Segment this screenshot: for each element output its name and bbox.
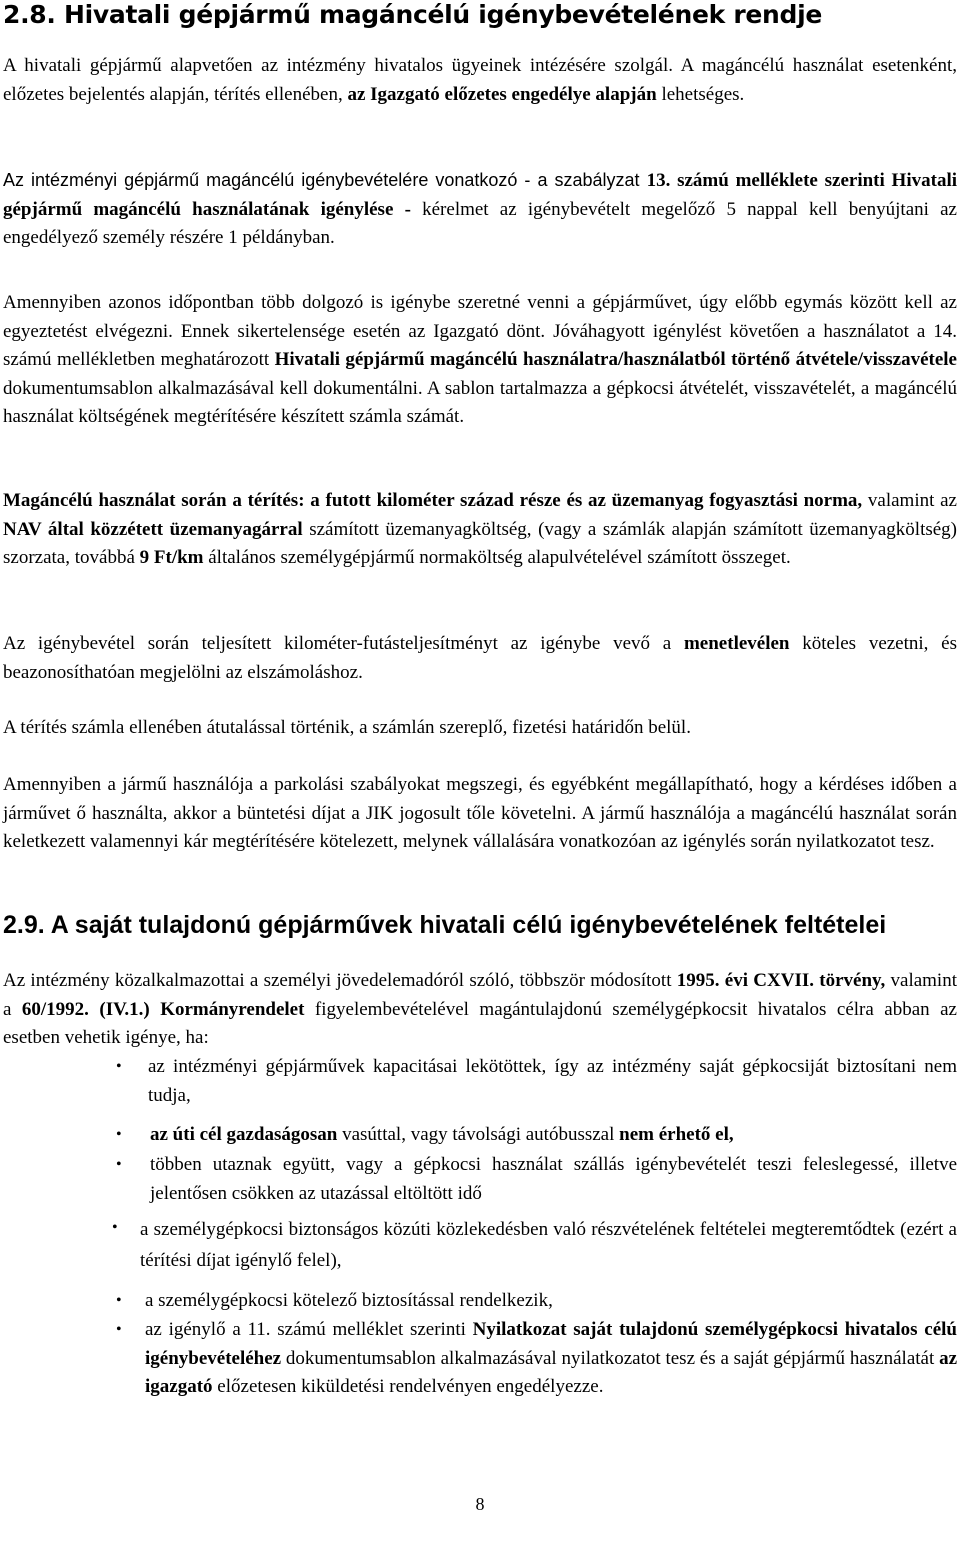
list-item (145, 1316, 957, 1402)
bullet-dot: • (116, 1156, 122, 1173)
text: Az intézményi gépjármű magáncélú igénybevételére vonatkozó - a szabályzat (3, 170, 647, 190)
bold-text: 60/1992. (IV.1.) Kormányrendelet (21, 998, 305, 1020)
bullet-dot: • (116, 1126, 122, 1143)
bold-text: menetlevélen (683, 633, 790, 654)
paragraph-reimbursement (3, 487, 957, 573)
text: figyelembevételével magántulajdonú személygépkocsit hivatalos célra abban az esetben vehetik igénye, ha: (3, 998, 957, 1048)
text: köteles vezetni, és beazonosíthatóan megjelölni az elszámoláshoz. (3, 633, 957, 683)
paragraph-liability: Amennyiben a jármű használója a parkolási szabályokat megszegi, és egyébként megállapítható, hogy a kérdéses időben a járművet ő használta, akkor a büntetési díjat a JIK jogosult tőle követelni. A jármű használója a magáncélú használat során keletkezett valamennyi kár megtérítésére kötelezett, melynek vállalására vonatkozóan az igénylés során nyilatkozatot tesz. (3, 774, 957, 852)
text: vasúttal, vagy távolsági autóbusszal (337, 1124, 620, 1145)
text: dokumentumsablon alkalmazásával nyilatkozatot tesz és a saját gépjármű használatát (281, 1347, 940, 1369)
bullet-dot: • (116, 1321, 122, 1338)
paragraph-scheduling (3, 289, 957, 432)
paragraph-payment: A térítés számla ellenében átutalással történik, a számlán szereplő, fizetési határidőn belül. (3, 717, 691, 738)
bold-text: az igazgató (145, 1347, 957, 1397)
page-number: 8 (475, 1494, 485, 1514)
bold-text: Hivatali gépjármű magáncélú használatra/használatból történő átvétele/visszavétele (274, 349, 957, 370)
text: kérelmet az igénybevételt megelőző 5 nappal kell benyújtani az engedélyező személy részére 1 példányban. (3, 198, 957, 248)
bold-text: 13. számú melléklete szerinti Hivatali gépjármű magáncélú használatának igénylése - (3, 170, 958, 220)
bold-text: Magáncélú használat során a térítés: a futott kilométer század része és az üzemanyag fogyasztási norma, (3, 490, 863, 511)
paragraph-logbook (3, 630, 957, 687)
text: általános személygépjármű normaköltség alapulvételével számított összeget. (203, 547, 791, 568)
text: Amennyiben azonos időpontban több dolgozó is igénybe szeretné venni a gépjárművet, úgy előbb egymás között kell az egyeztetést elvégezni. Ennek sikertelensége esetén az Igazgató dönt. Jóváhagyott igénylést követően a használatot a 14. számú mellékletben meghatározott (3, 292, 957, 370)
list-item: többen utaznak együtt, vagy a gépkocsi használat szállás igénybevételét teszi feleslegessé, illetve jelentősen csökken az utazással eltöltött idő (150, 1154, 957, 1204)
paragraph-general-use (3, 52, 957, 109)
bold-text: 1995. évi CXVII. törvény, (676, 970, 886, 991)
bold-text: nem érhető el, (619, 1124, 734, 1145)
bold-text: az Igazgató előzetes engedélye alapján (347, 83, 657, 105)
bold-text: Nyilatkozat saját tulajdonú személygépkocsi hivatalos célú igénybevételéhez (145, 1319, 957, 1369)
list-item: az intézményi gépjárművek kapacitásai lekötöttek, így az intézmény saját gépkocsiját biztosítani nem tudja, (148, 1056, 957, 1106)
text: az igénylő a 11. számú melléklet szerinti (145, 1319, 473, 1340)
bold-text: 9 Ft/km (139, 547, 204, 568)
paragraph-request-form (3, 166, 957, 253)
bold-text: az úti cél gazdaságosan (150, 1124, 338, 1145)
bullet-dot: • (116, 1292, 122, 1309)
list-item (150, 1121, 957, 1150)
section-heading-2-8: 2.8. Hivatali gépjármű magáncélú igénybevételének rendje (3, 0, 823, 29)
text: Az igénybevétel során teljesített kilométer-futásteljesítményt az igénybe vevő a (3, 633, 684, 654)
bullet-dot: • (112, 1219, 118, 1236)
bullet-dot: • (116, 1058, 122, 1075)
text: valamint a (3, 970, 957, 1020)
text: Az intézmény közalkalmazottai a személyi jövedelemadóról szóló, többször módosított (3, 970, 677, 991)
list-item: a személygépkocsi biztonságos közúti közlekedésben való részvételének feltételei megteremtődtek (ezért a térítési díjat igénylő felel), (140, 1219, 957, 1271)
text: előzetesen kiküldetési rendelvényen engedélyezze. (212, 1376, 604, 1397)
text: számított üzemanyagköltség, (vagy a számlák alapján számított üzemanyagköltség) szorzata, továbbá (3, 518, 957, 568)
list-item: a személygépkocsi kötelező biztosítással rendelkezik, (145, 1290, 553, 1311)
section-heading-2-9: 2.9. A saját tulajdonú gépjárművek hivatali célú igénybevételének feltételei (3, 911, 887, 939)
paragraph-private-vehicle (3, 967, 957, 1053)
text: A hivatali gépjármű alapvetően az intézmény hivatalos ügyeinek intézésére szolgál. A magáncélú használat esetenként, előzetes bejelentés alapján, térítés ellenében, (3, 55, 957, 105)
text: valamint az (862, 490, 957, 511)
text: lehetséges. (656, 83, 745, 105)
text: dokumentumsablon alkalmazásával kell dokumentálni. A sablon tartalmazza a gépkocsi átvételét, visszavételét, a magáncélú használat költségének megtérítésére készített számla számát. (3, 377, 957, 427)
bold-text: NAV által közzétett üzemanyagárral (3, 518, 303, 540)
